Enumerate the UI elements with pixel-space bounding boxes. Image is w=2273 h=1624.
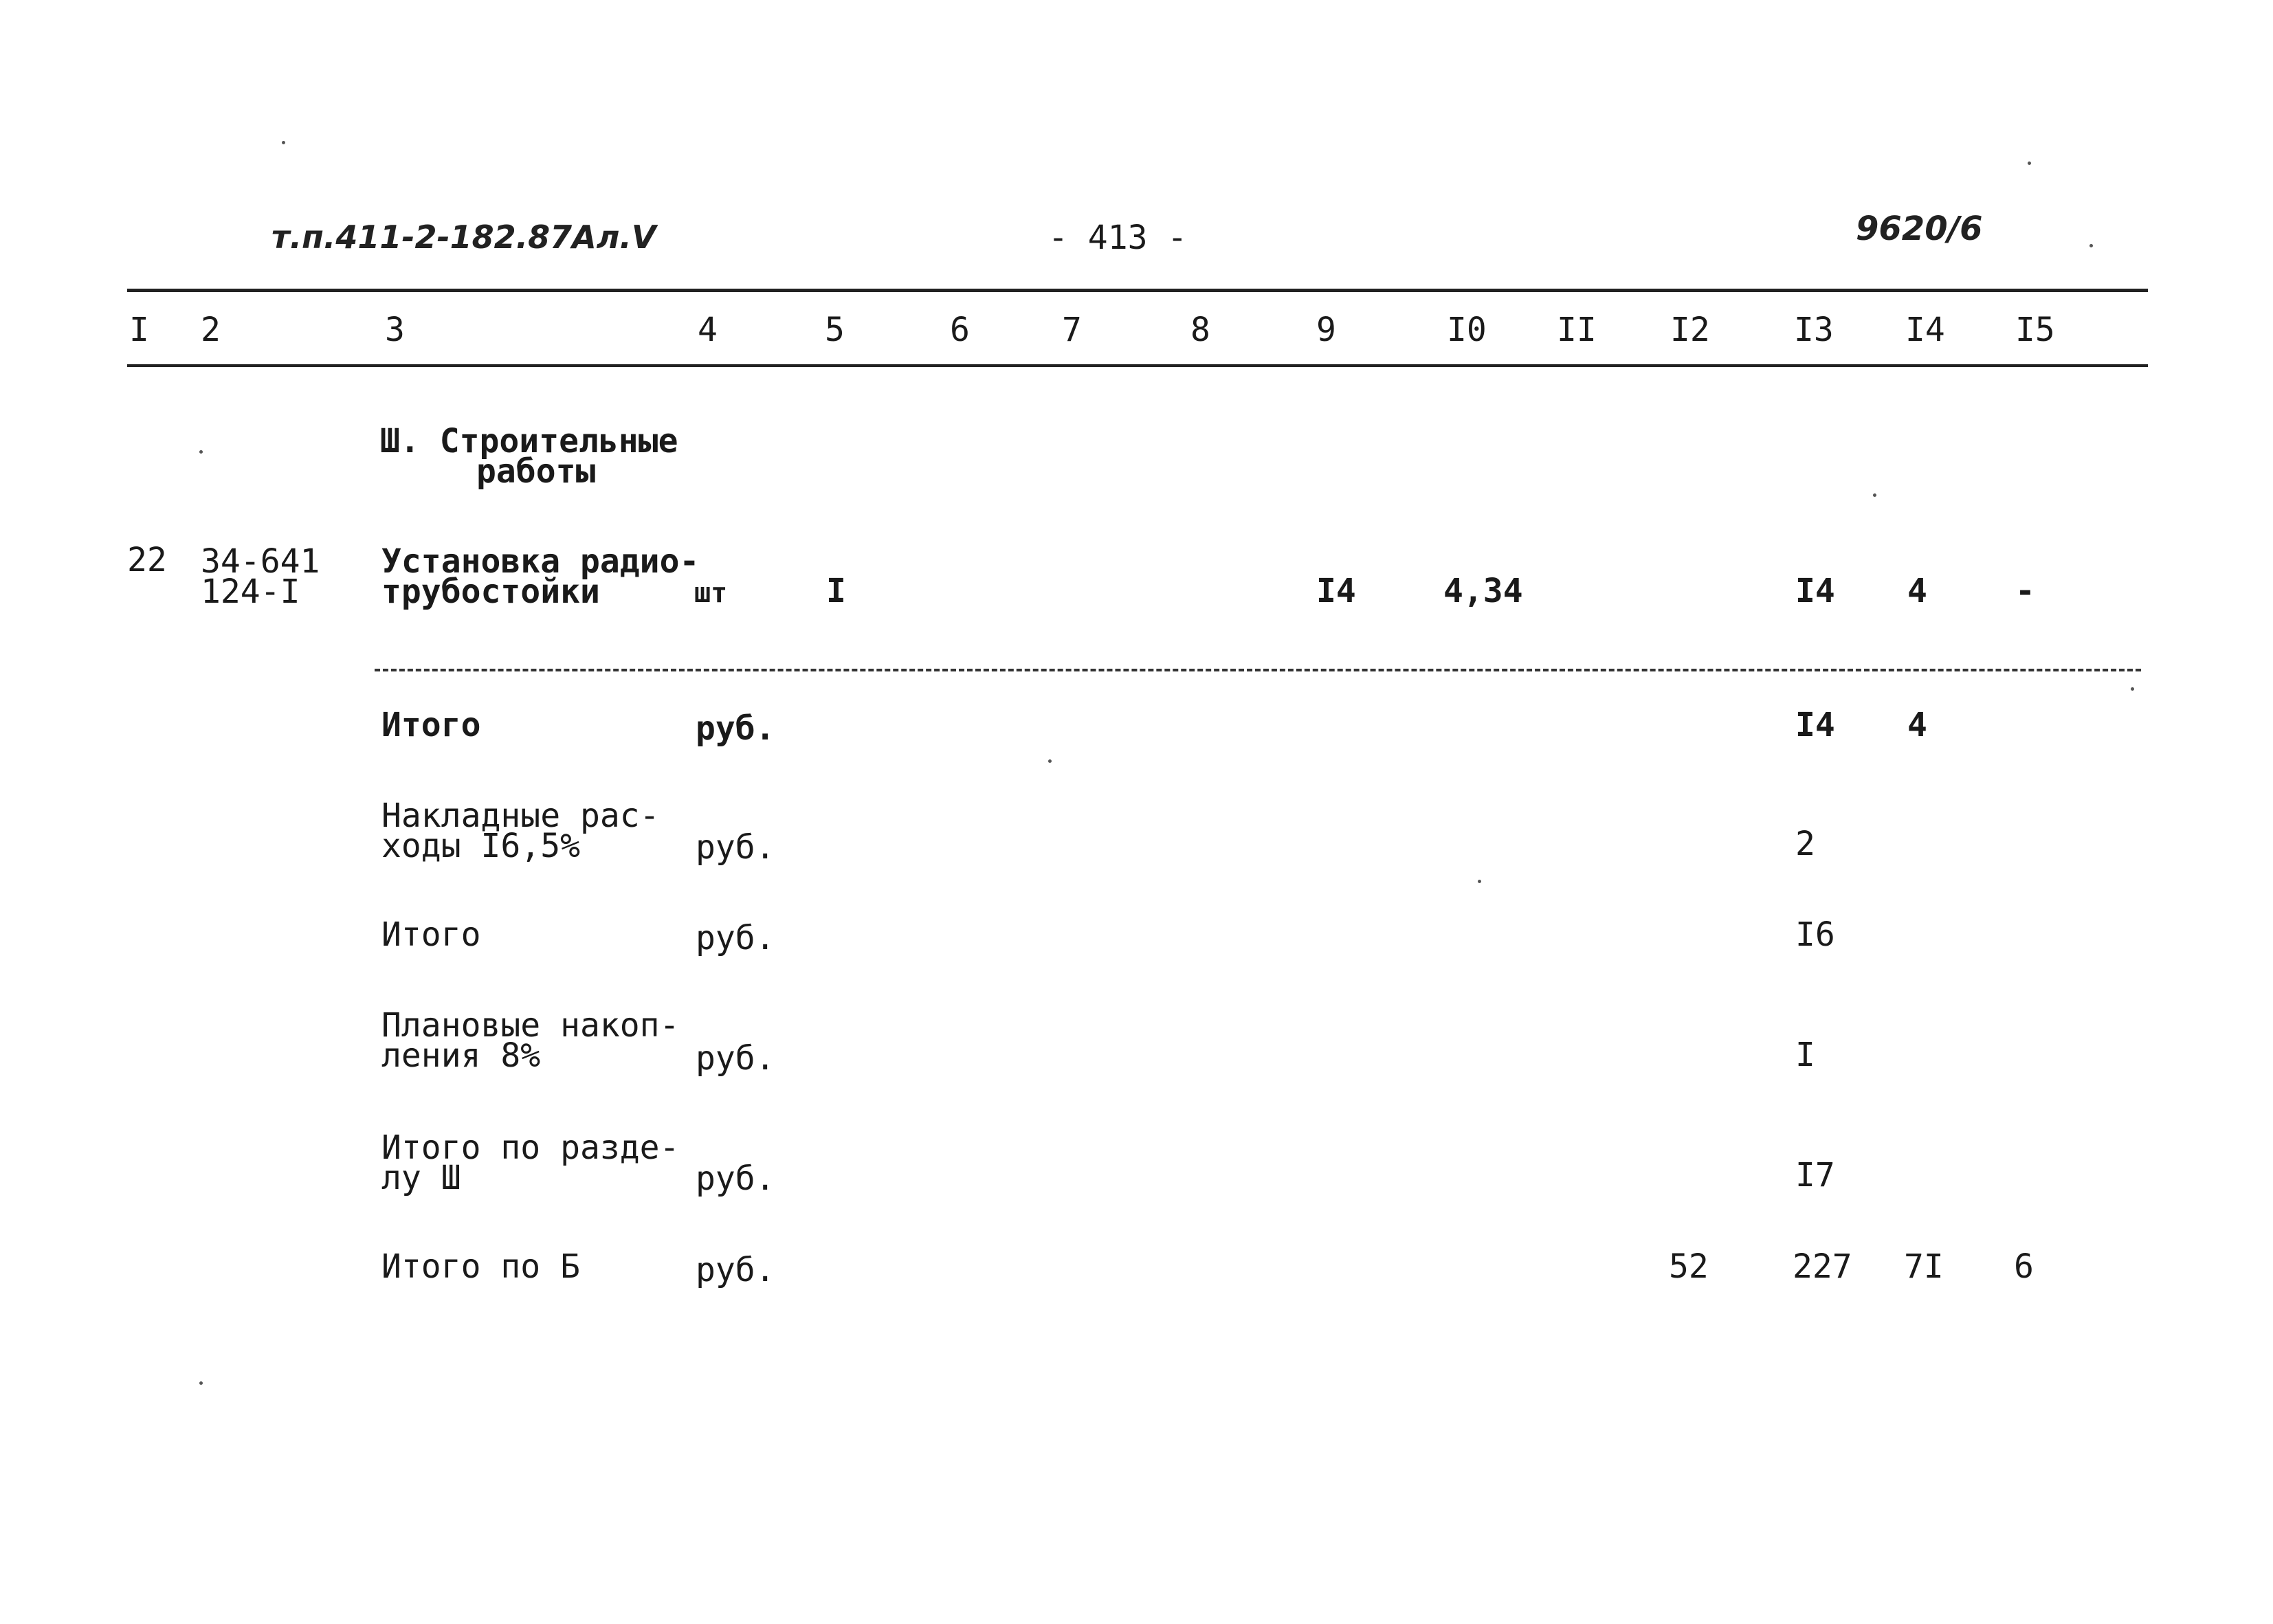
scan-speck [2028,162,2031,165]
summary-unit: руб. [696,709,775,748]
item-quantity: I [826,572,846,610]
item-col-13: I4 [1795,572,1835,610]
summary-col-14: 4 [1907,706,1927,744]
column-header: 8 [1190,311,1210,349]
summary-label: Итого по разде- лу Ш [381,1128,680,1197]
summary-col-13: I6 [1795,915,1835,954]
summary-label: Плановые накоп- ления 8% [381,1006,680,1075]
summary-label: Итого по Б [381,1247,580,1286]
column-header: 9 [1316,311,1336,349]
page-number: - 413 - [1048,219,1188,257]
section-title: Ш. Строительные работы [380,422,678,491]
summary-unit: руб. [696,828,775,867]
summary-label: Накладные рас- ходы I6,5% [381,797,660,865]
summary-col-13: 227 [1793,1247,1852,1286]
column-header: II [1557,311,1597,349]
scan-speck [199,450,203,454]
top-rule [127,289,2148,292]
column-header: I [129,311,149,349]
item-col-10: 4,34 [1443,572,1523,610]
sheet-code: 9620/6 [1856,210,1983,248]
scan-speck [1048,759,1052,763]
summary-label: Итого [381,915,481,954]
column-header: 5 [825,311,845,349]
item-code: 34-641 124-I [201,542,320,611]
header-rule [127,364,2148,367]
item-name: Установка радио- трубостойки [381,542,700,611]
document-reference: т.п.411-2-182.87Ал.V [271,219,656,256]
item-col-14: 4 [1907,572,1927,610]
summary-unit: руб. [696,1159,775,1198]
column-header: 6 [950,311,970,349]
scan-speck [1873,493,1876,497]
column-header: 4 [698,311,718,349]
item-unit: шт [694,577,728,609]
column-header: I3 [1794,311,1834,349]
scan-speck [2089,244,2093,247]
summary-label: Итого [381,706,481,744]
column-header: 3 [385,311,405,349]
item-col-15: - [2015,572,2035,610]
column-header: 2 [201,311,221,349]
scan-speck [199,1381,203,1385]
summary-col-13: 2 [1795,825,1815,863]
scan-speck [1478,880,1481,883]
row-number: 22 [127,541,167,579]
column-header: I0 [1447,311,1487,349]
item-col-9: I4 [1316,572,1356,610]
summary-unit: руб. [696,1039,775,1078]
scan-speck [2131,687,2134,691]
scan-speck [282,141,285,144]
row-separator [375,669,2141,671]
summary-col-14: 7I [1904,1247,1944,1286]
summary-col-13: I7 [1795,1156,1835,1194]
column-header: I2 [1670,311,1710,349]
column-header: 7 [1062,311,1082,349]
summary-unit: руб. [696,1251,775,1289]
summary-col-13: I [1795,1036,1815,1074]
summary-unit: руб. [696,919,775,957]
summary-col-15: 6 [2014,1247,2034,1286]
column-header: I4 [1905,311,1945,349]
summary-col-12: 52 [1669,1247,1709,1286]
summary-col-13: I4 [1795,706,1835,744]
column-header: I5 [2015,311,2055,349]
